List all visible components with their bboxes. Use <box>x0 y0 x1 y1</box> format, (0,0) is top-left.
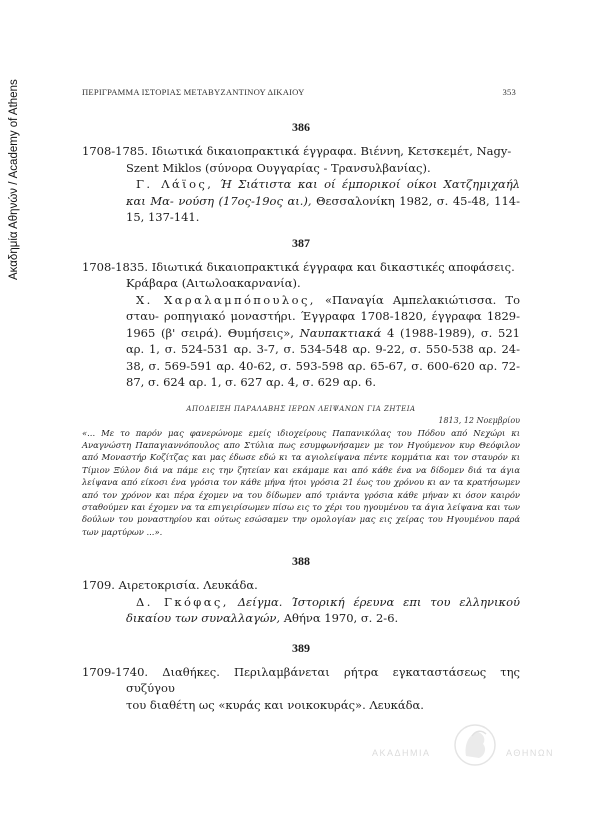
entry-387-reference <box>82 292 520 391</box>
doc-line: κι Αναγνώστη Παπαγιαννόπουλος απο Στύλια πως εσυμφωνήσαμεν με τον Ηγούμενον <box>82 427 521 450</box>
entry-388-reference <box>82 594 520 627</box>
doc-line: μοναστηρίου και ούτως εσώσαμεν την ομολογίαν μας εις χείρας του Ηγουμένου παρά <box>137 514 520 525</box>
ref-author: Δ. Γκόφας, <box>136 594 229 609</box>
doc-line: τα επιγειρίσωμεν πίσω εις το χέρι του ηγουμένου τα άγια λείψανα και των δούλων του <box>82 501 521 525</box>
entry-386-line-1: 1708-1785. Ιδιωτικά δικαιοπρακτικά έγγραφα. Βιέννη, Κετσκεμέτ, Nagy- <box>82 144 512 158</box>
entry-388-text <box>82 577 520 594</box>
doc-line: και από κάθε ένα να δίδομεν διά τα άγια λείψανα από είκοσι ένα γρόσια τον κάθε μήνα <box>82 464 520 488</box>
entry-number-389: 389 <box>292 640 310 655</box>
watermark-text-left: ΑΚΑΔΗΜΙΑ <box>372 748 431 758</box>
watermark-text-right: ΑΘΗΝΩΝ <box>506 748 555 758</box>
ref-line-5: 569-591 αρ. 40-62, σ. 593-598 αρ. 65-67, σ. 600-620 αρ. 72-87, σ. <box>126 358 521 389</box>
entry-389-line-2: του διαθέτη ως «κυράς και νοικοκυράς». Λευκάδα. <box>126 697 424 712</box>
ref-author: Γ. Λάϊος, <box>136 177 214 191</box>
entry-387-line-1: 1708-1835. Ιδιωτικά δικαιοπρακτικά έγγραφα και δικαστικές αποφάσεις. <box>82 259 515 274</box>
ref-author: Χ. Χαραλαμπόπουλος, <box>136 292 316 307</box>
ref-title: Ή Σιάτιστα και οί έμπορικοί οίκοι Χατζημιχαήλ και Μα- <box>126 177 521 208</box>
doc-line: ήτοι γρόσια 21 έως του χρόνου κι αν τα κρατήσωμεν από τον χρόνον και πέρα έχομεν <box>82 477 521 500</box>
entry-number-388: 388 <box>292 554 310 569</box>
header-title: ΠΕΡΙΓΡΑΜΜΑ ΙΣΤΟΡΙΑΣ ΜΕΤΑΒΥΖΑΝΤΙΝΟΥ ΔΙΚΑΙΟΥ <box>82 87 305 97</box>
ref-title: Δείγμα. Ίστορική έρευνα επι του ελληνικού δικαίου <box>126 594 520 626</box>
doc-line: να του δίδωμεν από τριάντα γρόσια κάθε μήναν κι όσον καιρόν σταθούμεν και έχομεν να <box>82 489 520 512</box>
ref-line-6: 624 αρ. 1, σ. 627 αρ. 4, σ. 629 αρ. 6. <box>163 375 376 389</box>
entry-387 <box>82 259 520 391</box>
document-text <box>82 427 520 539</box>
ref-title-cont: νούση (17ος-19ος αι.), <box>178 193 312 208</box>
ref-details: Θεσσαλονίκη 1982, σ. 45-48, 114-15, 137-141. <box>126 193 521 224</box>
entry-386-text <box>82 143 520 176</box>
entry-388 <box>82 577 520 627</box>
ref-journal: Ναυπακτιακά <box>299 325 382 340</box>
document-excerpt <box>82 405 520 539</box>
page-content <box>82 120 520 713</box>
ref-line-4: 524-531 αρ. 3-7, σ. 534-548 αρ. 9-22, σ. 550-538 αρ. 24-38, σ. <box>126 342 520 373</box>
side-label: Ακαδημία Αθηνών / Academy of Athens <box>8 79 20 280</box>
doc-line: «... Με το παρόν μας φανερώνομε εμείς ιδιοχείρους Παπανικόλας του Πόδου από Νεχώρι <box>82 427 506 438</box>
doc-line: κυρ Θεόφιλον από Μοναστήρ Κοζίτζας και μας έδωσε εδώ κι τα αγιολείψανα πέντε <box>82 439 520 463</box>
entry-388-line-1: 1709. Αιρετοκρισία. Λευκάδα. <box>82 578 258 593</box>
ref-details: Αθήνα 1970, σ. 2-6. <box>283 611 399 626</box>
entry-387-text <box>82 259 520 292</box>
entry-389-text <box>82 664 520 714</box>
academy-watermark <box>366 718 572 798</box>
ref-line-2: ροπηγιακό μοναστήρι. Έγγραφα 1708-1820, έγγραφα 1829-1965 (β' <box>126 309 520 340</box>
doc-line: κομμάτια και τον σταυρόν κι Τίμιον Ξύλον διά να πάμε εις την ζητείαν και εκάμαμε <box>82 452 520 475</box>
entry-386 <box>82 143 520 226</box>
ref-title-cont: των συναλλαγών, <box>174 611 281 626</box>
entry-number-387: 387 <box>292 235 310 250</box>
page-number: 353 <box>502 87 516 97</box>
ref-title: «Παναγία Αμπελακιώτισσα. Το σταυ- <box>126 292 521 323</box>
document-title: ΑΠΟΔΕΙΞΗ ΠΑΡΑΛΑΒΗΣ ΙΕΡΩΝ ΛΕΙΨΑΝΩΝ ΓΙΑ ΖΗΤΕΙΑ <box>186 404 416 413</box>
entry-number-386: 386 <box>292 120 310 134</box>
document-date: 1813, 12 Νοεμβρίου <box>438 415 520 425</box>
entry-389-line-1: 1709-1740. Διαθήκες. Περιλαμβάνεται ρήτρα εγκαταστάσεως της συζύγου <box>82 664 520 696</box>
doc-line: των μαρτύρων ...». <box>82 526 163 537</box>
entry-387-line-2: Κράβαρα (Αιτωλοακαρνανία). <box>126 276 301 290</box>
entry-386-reference <box>82 176 520 226</box>
running-header <box>82 87 516 97</box>
ref-line-3c: 4 (1988-1989), σ. 521 αρ. 1, σ. <box>126 325 520 356</box>
entry-386-line-2: Szent Miklos (σύνορα Ουγγαρίας - Τρανσυλβανίας). <box>126 160 431 175</box>
ref-line-3a: σειρά). Θυμήσεις», <box>181 325 294 340</box>
athena-seal-icon <box>452 722 498 768</box>
entry-389 <box>82 664 520 714</box>
